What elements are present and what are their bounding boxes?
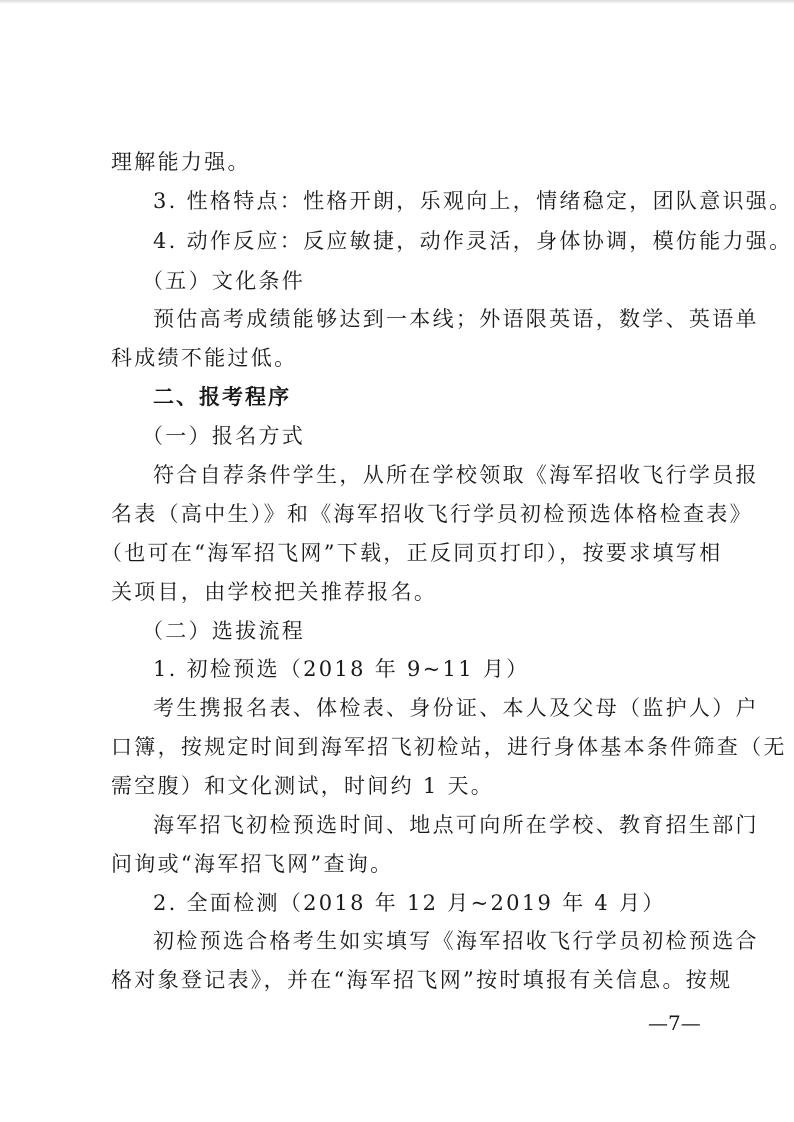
body-line-registration-4: 关项目，由学校把关推荐报名。 (111, 580, 438, 604)
body-line-preliminary-1: 考生携报名表、体检表、身份证、本人及父母（监护人）户 (153, 696, 759, 720)
body-line-continuation: 理解能力强。 (111, 150, 251, 174)
body-line-full-exam-1: 初检预选合格考生如实填写《海军招收飞行学员初检预选合 (153, 929, 759, 953)
body-line-preliminary-5: 问询或“海军招飞网”查询。 (111, 852, 394, 876)
body-line-personality: 3. 性格特点：性格开朗，乐观向上，情绪稳定，团队意识强。 (153, 189, 793, 213)
body-line-full-exam-2: 格对象登记表》，并在“海军招飞网”按时填报有关信息。按规 (111, 968, 733, 992)
body-line-preliminary-4: 海军招飞初检预选时间、地点可向所在学校、教育招生部门 (153, 813, 759, 837)
body-line-preliminary-2: 口簿，按规定时间到海军招飞初检站，进行身体基本条件筛查（无 (111, 735, 787, 759)
body-line-reaction: 4. 动作反应：反应敏捷，动作灵活，身体协调，模仿能力强。 (153, 229, 793, 253)
scan-edge (0, 0, 794, 4)
body-line-exam-score: 预估高考成绩能够达到一本线；外语限英语，数学、英语单 (153, 307, 759, 331)
section-heading-application-procedure: 二、报考程序 (153, 385, 291, 409)
subheading-selection-process: （二）选拔流程 (142, 619, 306, 643)
subheading-culture-conditions: （五）文化条件 (142, 269, 306, 293)
step-heading-preliminary-check: 1. 初检预选（2018 年 9~11 月） (153, 657, 530, 681)
body-line-exam-score-cont: 科成绩不能过低。 (111, 346, 298, 370)
step-heading-full-examination: 2. 全面检测（2018 年 12 月~2019 年 4 月） (153, 891, 666, 915)
page-number: —7— (648, 1011, 701, 1035)
subheading-registration-method: （一）报名方式 (142, 424, 306, 448)
body-line-registration-1: 符合自荐条件学生，从所在学校领取《海军招收飞行学员报 (153, 463, 759, 487)
body-line-registration-3: （也可在“海军招飞网”下载，正反同页打印），按要求填写相 (101, 541, 723, 565)
body-line-registration-2: 名表（高中生）》和《海军招收飞行学员初检预选体格检查表》 (111, 502, 753, 526)
body-line-preliminary-3: 需空腹）和文化测试，时间约 1 天。 (111, 774, 495, 798)
